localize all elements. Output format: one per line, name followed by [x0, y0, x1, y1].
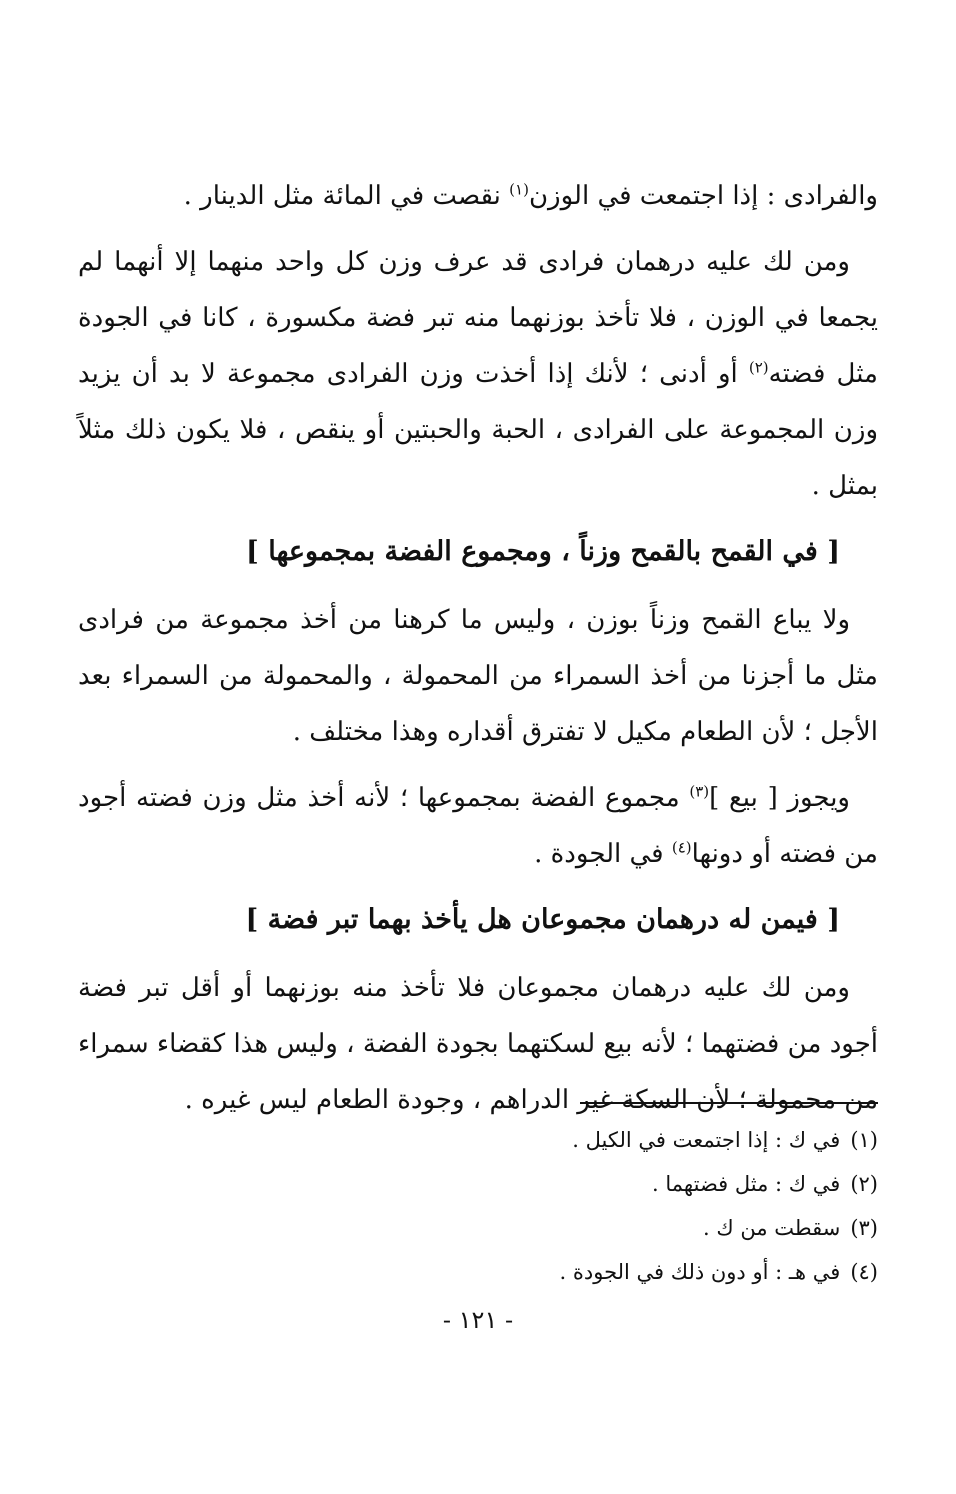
paragraph-3: ولا يباع القمح وزناً بوزن ، وليس ما كرهنا من أخذ مجموعة من فرادى مثل ما أجزنا من أخذ السمراء من المحمولة ، والمحمولة من السمراء بعد الأجل ؛ لأن الطعام مكيل لا تفترق أقداره وهذا مختلف . [78, 605, 878, 747]
footnote-2 [78, 1162, 878, 1206]
footnote-3 [78, 1206, 878, 1250]
paragraph-1-text-a: والفرادى : إذا اجتمعت في الوزن [528, 181, 878, 211]
footnote-text: في ك : مثل فضتهما . [652, 1172, 841, 1196]
paragraph-5: ومن لك عليه درهمان مجموعان فلا تأخذ منه بوزنهما أو أقل تبر فضة أجود من فضتهما ؛ لأنه بيع لسكتهما بجودة الفضة ، وليس هذا كقضاء سمراء من محمولة ؛ لأن السكة غير الدراهم ، وجودة الطعام ليس غيره . [78, 973, 878, 1115]
paragraph-2-text-a: ومن لك عليه درهمان فرادى قد عرف وزن كل واحد منهما إلا أنهما لم يجمعا في الوزن ، فلا تأخذ بوزنهما منه تبر فضة مكسورة ، كانا في الجودة مثل فضته [78, 247, 878, 389]
footnote-number: (١) [850, 1128, 878, 1152]
paragraph-1-text-b: نقصت في المائة مثل الدينار . [183, 181, 510, 211]
footnote-ref-3: (٣) [689, 782, 710, 801]
paragraph-4-text-b: مجموع الفضة بمجموعها ؛ لأنه أخذ مثل وزن فضته أجود من فضته أو دونها [78, 783, 878, 869]
paragraph-2-text-b: أو أدنى ؛ لأنك إذا أخذت وزن الفرادى مجموعة لا بد أن يزيد وزن المجموعة على الفرادى ، الحبة والحبتين أو ينقص ، فلا يكون ذلك مثلاً بمثل . [78, 359, 878, 501]
footnote-text: في هـ : أو دون ذلك في الجودة . [559, 1260, 841, 1284]
footnote-separator [580, 1102, 878, 1104]
footnote-number: (٢) [850, 1172, 878, 1196]
paragraph-1 [78, 168, 878, 224]
paragraph-4-text-c: في الجودة . [534, 839, 672, 869]
paragraph-4 [78, 770, 878, 882]
footnote-number: (٤) [850, 1260, 878, 1284]
main-text [78, 168, 878, 1138]
section-heading-1: [ في القمح بالقمح وزناً ، ومجموع الفضة بمجموعها ] [246, 536, 840, 567]
paragraph-4-text-a: ويجوز [ بيع ] [709, 783, 850, 813]
footnote-ref-2: (٢) [748, 358, 769, 377]
footnote-text: سقطت من ك . [703, 1216, 841, 1240]
page-number: - ١٢١ - [442, 1306, 514, 1334]
footnote-ref-1: (١) [509, 180, 529, 199]
footnotes [78, 1118, 878, 1294]
footnote-1 [78, 1118, 878, 1162]
footnote-text: في ك : إذا اجتمعت في الكيل . [572, 1128, 841, 1152]
paragraph-2 [78, 234, 878, 514]
footnote-4 [78, 1250, 878, 1294]
footnote-ref-4: (٤) [671, 838, 692, 857]
section-heading-2: [ فيمن له درهمان مجموعان هل يأخذ بهما تبر فضة ] [245, 904, 840, 935]
footnote-number: (٣) [850, 1216, 878, 1240]
